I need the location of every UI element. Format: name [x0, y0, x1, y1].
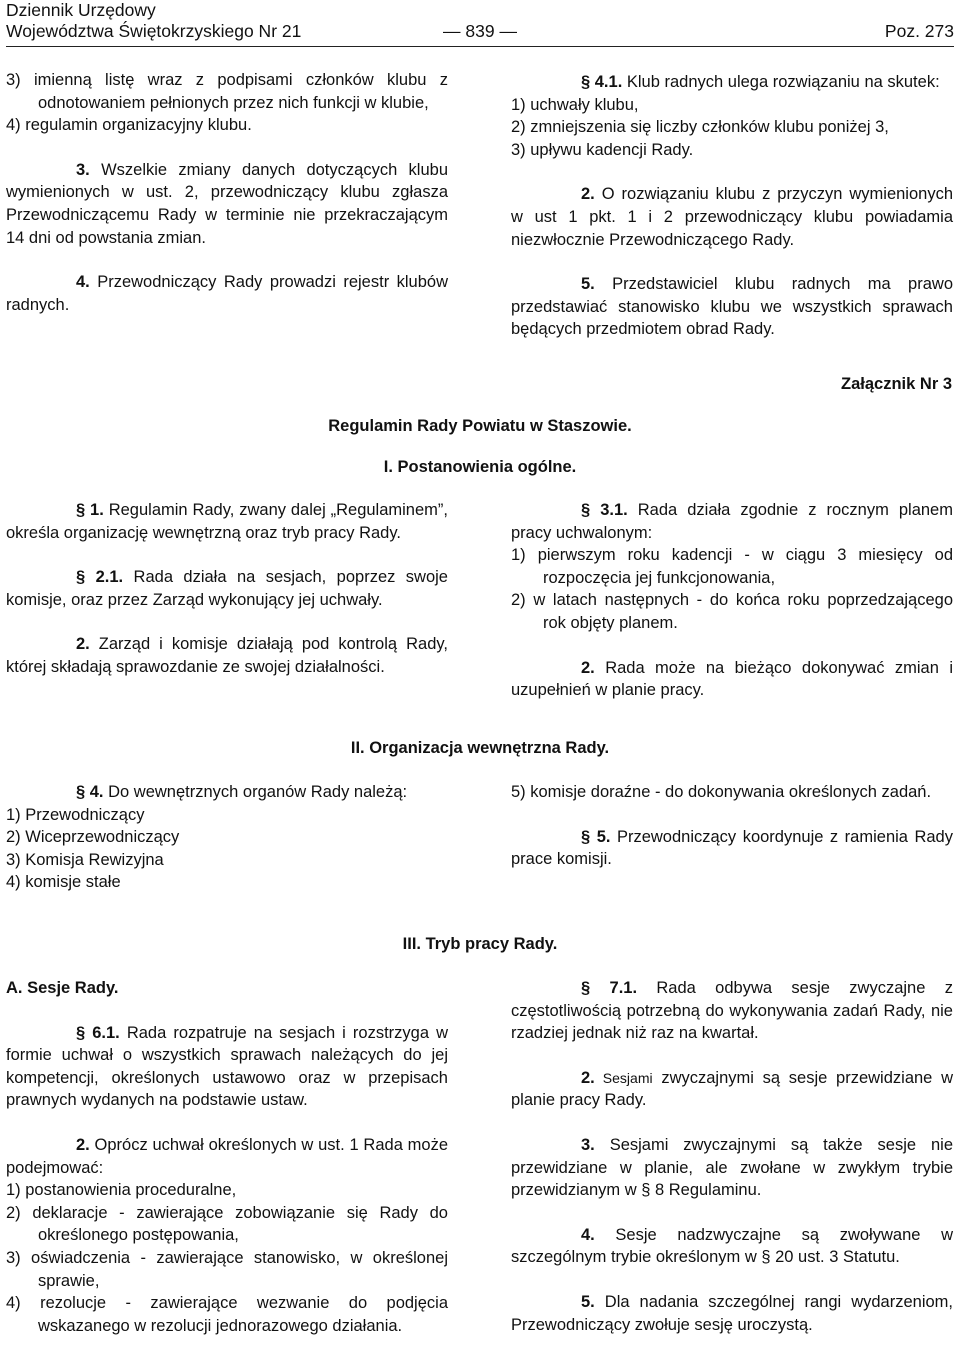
section-2-title: II. Organizacja wewnętrzna Rady. [350, 739, 610, 757]
journal-title: Dziennik Urzędowy [6, 0, 156, 20]
paragraph: § 4. Do wewnętrznych organów Rady należą: [76, 783, 408, 801]
list-item: 2) Wiceprzewodniczący [6, 828, 180, 847]
list-item: 3) imienną listę wraz z podpisami członków klubu z odnotowaniem pełnionych przez nich funkcji w klubie, [6, 71, 448, 112]
list-item: 1) uchwały klubu, [511, 95, 639, 114]
paragraph: § 5. Przewodniczący koordynuje z ramienia Rady prace komisji. [511, 827, 953, 869]
subsection-title: A. Sesje Rady. [6, 979, 119, 997]
section-1-left [6, 499, 448, 679]
paragraph: 3. Wszelkie zmiany danych dotyczących klubu wymienionych w ust. 2, przewodniczący klubu zgłasza Przewodniczącemu Rady w terminie nie przekraczającym 14 dni od powstania zmian. [6, 160, 448, 247]
list-item: 1) Przewodniczący [6, 805, 145, 824]
list-item: 2) zmniejszenia się liczby członków klubu poniżej 3, [511, 118, 889, 137]
paragraph: 2. Zarząd i komisje działają pod kontrolą Rady, której składają sprawozdanie ze swojej działalności. [6, 635, 448, 676]
list-item: 3) Komisja Rewizyjna [6, 850, 164, 869]
paragraph: § 2.1. Rada działa na sesjach, poprzez swoje komisje, oraz przez Zarząd wykonujący jej uchwały. [6, 568, 448, 609]
paragraph: 2. Sesjami zwyczajnymi są sesje przewidziane w planie pracy Rady. [511, 1068, 953, 1110]
paragraph: § 7.1. Rada odbywa sesje zwyczajne z częstotliwością potrzebną do wykonywania zadań Rady, nie rzadziej jednak niż raz na kwartał. [511, 979, 953, 1043]
paragraph: 2. Rada może na bieżąco dokonywać zmian i uzupełnień w planie pracy. [511, 658, 953, 700]
paragraph: 3. Sesjami zwyczajnymi są także sesje nie przewidziane w planie, ale zwołane w zwykłym trybie przewidzianym w § 8 Regulaminu. [511, 1135, 953, 1200]
paragraph: § 1. Regulamin Rady, zwany dalej „Regulaminem”, określa organizację wewnętrzną oraz tryb pracy Rady. [6, 501, 448, 542]
annex-label: Załącznik Nr 3 [841, 375, 952, 393]
section-3-left [6, 977, 448, 1337]
paragraph: 4. Przewodniczący Rady prowadzi rejestr klubów radnych. [6, 273, 448, 314]
journal-subtitle: Województwa Świętokrzyskiego Nr 21 [6, 21, 302, 41]
section-3-right [511, 977, 953, 1336]
list-item: 4) komisje stałe [6, 873, 121, 892]
paragraph: 2. Oprócz uchwał określonych w ust. 1 Rada może podejmować: [6, 1135, 448, 1177]
list-item: 3) upływu kadencji Rady. [511, 140, 694, 159]
paragraph: 5. Dla nadania szczególnej rangi wydarzeniom, Przewodniczący zwołuje sesję uroczystą. [511, 1292, 953, 1334]
list-item: 2) w latach następnych - do końca roku poprzedzającego rok objęty planem. [511, 591, 953, 632]
section-3-title: III. Tryb pracy Rady. [402, 935, 558, 953]
header-rule [6, 46, 954, 47]
top-right-column [511, 71, 953, 341]
list-item: 1) pierwszym roku kadencji - w ciągu 3 miesięcy od rozpoczęcia jej funkcjonowania, [511, 546, 953, 587]
paragraph: 4. Sesje nadzwyczajne są zwoływane w szczególnym trybie określonym w § 20 ust. 3 Statutu. [511, 1225, 953, 1267]
paragraph: 5. Przedstawiciel klubu radnych ma prawo przedstawiać stanowisko klubu we wszystkich sprawach będących przedmiotem obrad Rady. [511, 275, 953, 339]
list-item: 2) deklaracje - zawierające zobowiązanie się Rady do określonego postępowania, [6, 1203, 448, 1245]
document-title: Regulamin Rady Powiatu w Staszowie. [328, 417, 632, 435]
paragraph: § 3.1. Rada działa zgodnie z rocznym planem pracy uchwalonym: [511, 501, 953, 542]
paragraph: § 4.1. Klub radnych ulega rozwiązaniu na skutek: [581, 73, 940, 91]
paragraph: § 6.1. Rada rozpatruje na sesjach i rozstrzyga w formie uchwał o wszystkich sprawach należących do jej kompetencji, określonych ustawowo oraz w przepisach prawnych wydanych na podstawie ustaw. [6, 1023, 448, 1110]
top-left-column [6, 69, 448, 316]
page-number: — 839 — [443, 21, 517, 41]
section-2-right [511, 781, 953, 871]
section-1-right [511, 499, 953, 702]
list-item: 4) regulamin organizacyjny klubu. [6, 116, 252, 135]
position-number: Poz. 273 [884, 21, 954, 41]
list-item: 4) rezolucje - zawierające wezwanie do podjęcia wskazanego w rezolucji jednorazowego działania. [6, 1294, 448, 1335]
paragraph: 2. O rozwiązaniu klubu z przyczyn wymienionych w ust 1 pkt. 1 i 2 przewodniczący klubu powiadamia niezwłocznie Przewodniczącego Rady. [511, 185, 953, 249]
list-item: 1) postanowienia proceduralne, [6, 1181, 237, 1200]
page-header [6, 0, 954, 43]
section-2-left [6, 781, 448, 894]
list-item: 3) oświadczenia - zawierające stanowisko, w określonej sprawie, [6, 1248, 448, 1290]
section-1-title: I. Postanowienia ogólne. [383, 458, 577, 476]
list-item: 5) komisje doraźne - do dokonywania określonych zadań. [511, 783, 932, 801]
